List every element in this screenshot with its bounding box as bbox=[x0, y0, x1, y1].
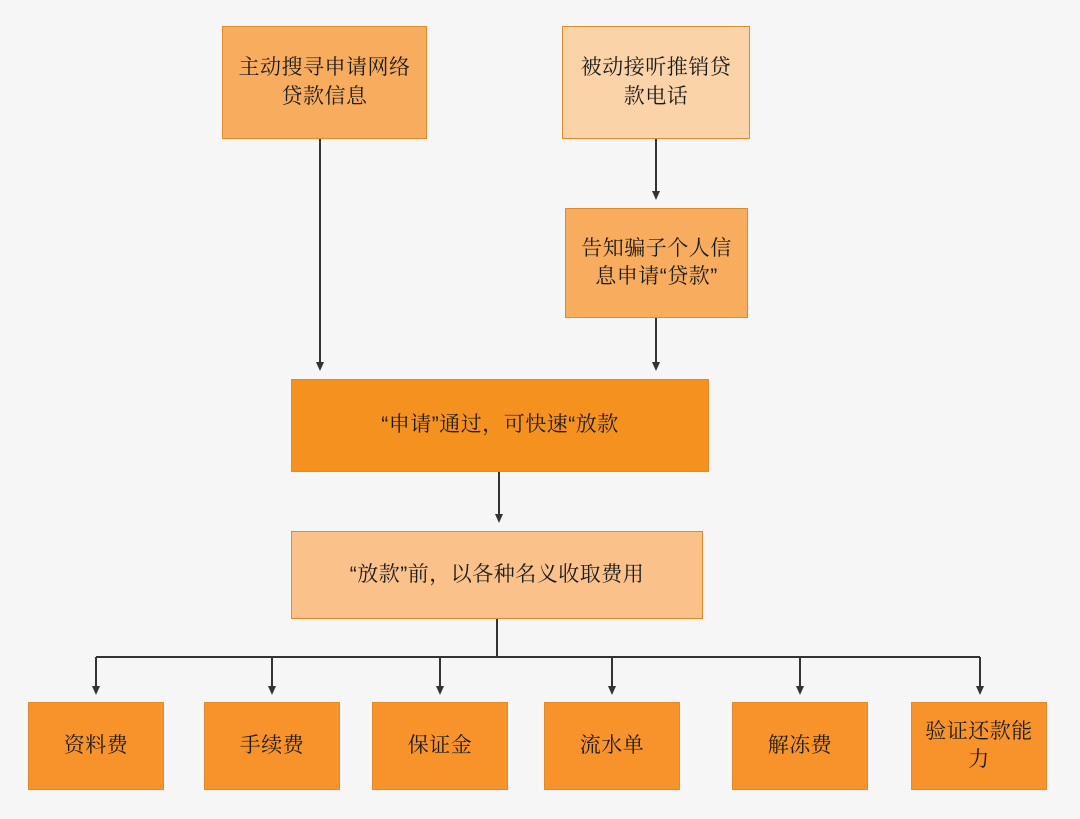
node-fee-item bbox=[372, 702, 508, 790]
node-fee-item-label: 保证金 bbox=[407, 733, 473, 757]
node-active-search-label: 主动搜寻申请网络贷款信息 bbox=[238, 56, 411, 108]
node-charge-fees-label: “放款”前，以各种名义收取费用 bbox=[349, 562, 645, 586]
node-fee-item bbox=[911, 702, 1047, 790]
node-fee-item bbox=[544, 702, 680, 790]
node-fee-item bbox=[204, 702, 340, 790]
node-fee-item-label: 流水单 bbox=[579, 733, 645, 757]
node-fee-item-label: 解冻费 bbox=[767, 733, 833, 757]
node-application-approved-label: “申请”通过，可快速“放款 bbox=[381, 413, 619, 437]
node-inform-scammer-label: 告知骗子个人信息申请“贷款” bbox=[581, 236, 732, 288]
node-fee-item-label: 资料费 bbox=[63, 733, 129, 757]
node-active-search bbox=[222, 26, 427, 139]
node-charge-fees bbox=[291, 531, 703, 619]
node-inform-scammer bbox=[565, 208, 748, 318]
node-fee-item bbox=[732, 702, 868, 790]
node-passive-call-label: 被动接听推销贷款电话 bbox=[580, 56, 732, 108]
node-passive-call bbox=[562, 26, 750, 139]
node-fee-item-label: 验证还款能力 bbox=[925, 719, 1033, 771]
node-fee-item-label: 手续费 bbox=[239, 733, 305, 757]
node-fee-item bbox=[28, 702, 164, 790]
node-application-approved bbox=[291, 379, 709, 472]
